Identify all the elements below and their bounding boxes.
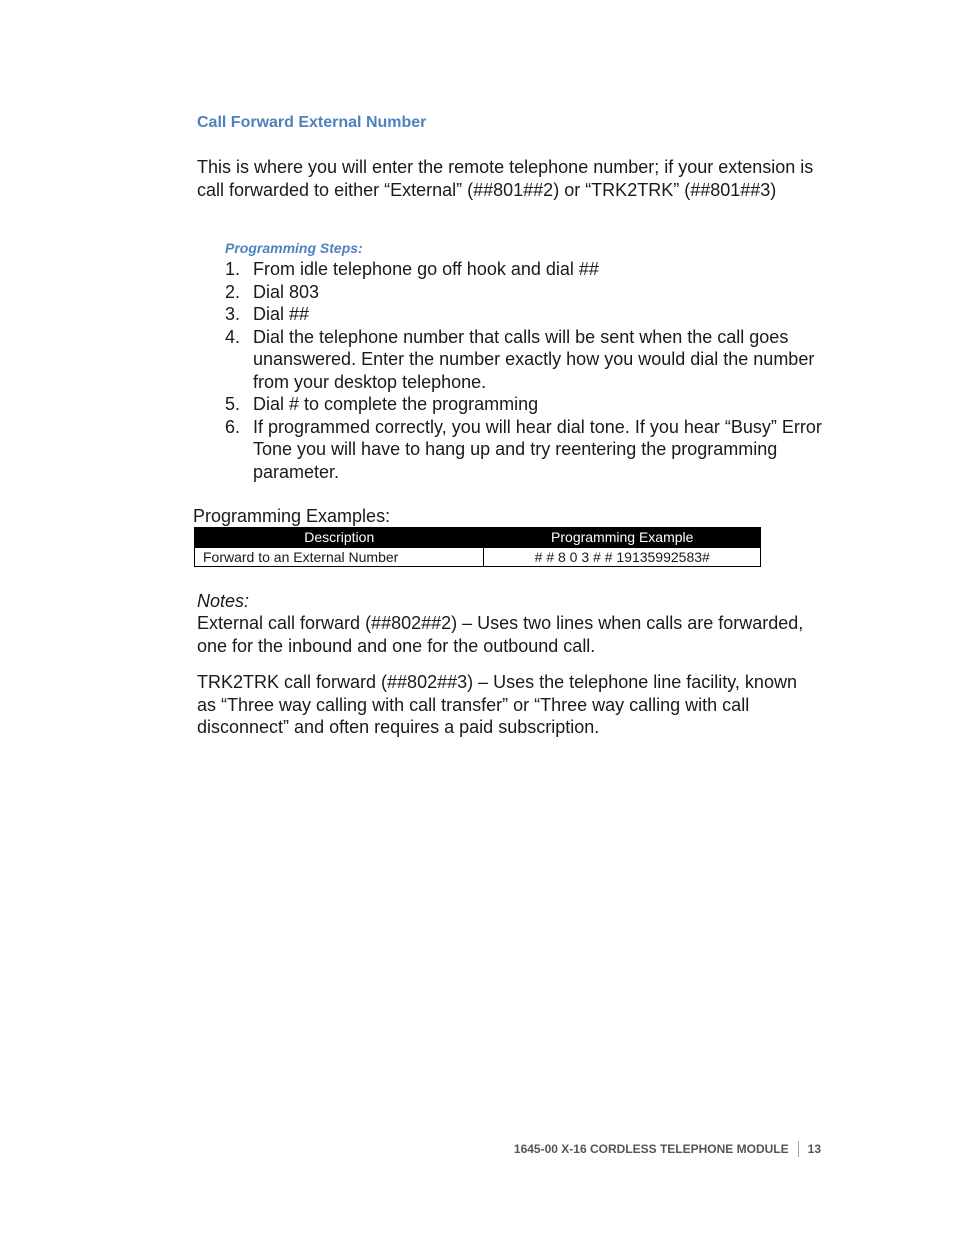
list-item	[225, 258, 825, 281]
column-header-description: Description	[195, 528, 484, 548]
column-header-programming-example: Programming Example	[484, 528, 761, 548]
examples-table	[194, 527, 761, 567]
notes-label: Notes:	[197, 591, 250, 611]
note-trk2trk: TRK2TRK call forward (##802##3) – Uses the telephone line facility, known as “Three way calling with call transfer” or “Three way calling with call disconnect” and often requires a paid subscription.	[197, 672, 797, 737]
list-item	[225, 416, 825, 484]
step-number: 3.	[225, 304, 241, 324]
footer-page-number: 13	[807, 1142, 821, 1156]
step-text: If programmed correctly, you will hear dial tone. If you hear “Busy” Error Tone you will have to hang up and try reentering the programming parameter.	[253, 416, 822, 482]
steps-list	[225, 258, 825, 483]
page-footer	[514, 1141, 821, 1157]
step-number: 4.	[225, 326, 241, 347]
step-text: Dial # to complete the programming	[253, 394, 539, 414]
steps-label: Programming Steps:	[225, 240, 363, 256]
section-title: Call Forward External Number	[197, 114, 427, 131]
list-item	[225, 303, 825, 326]
list-item	[225, 281, 825, 304]
footer-doc-title: 1645-00 X-16 CORDLESS TELEPHONE MODULE	[513, 1142, 789, 1156]
cell-programming-example: # # 8 0 3 # # 19135992583#	[484, 548, 761, 567]
step-text: Dial the telephone number that calls will be sent when the call goes unanswered. Enter the number exactly how you would dial the number from your desktop telephone.	[253, 326, 815, 392]
step-number: 2.	[225, 281, 241, 302]
intro-paragraph: This is where you will enter the remote telephone number; if your extension is call forwarded to either “External” (##801##2) or “TRK2TRK” (##801##3)	[197, 157, 814, 200]
table-row	[195, 548, 761, 567]
examples-label: Programming Examples:	[193, 506, 391, 526]
step-number: 5.	[225, 394, 241, 414]
table-header-row	[195, 528, 761, 548]
step-text: Dial 803	[253, 281, 320, 302]
footer-divider	[798, 1141, 799, 1157]
cell-description: Forward to an External Number	[195, 548, 484, 567]
step-number: 6.	[225, 416, 241, 437]
step-text: Dial ##	[253, 304, 310, 324]
note-external: External call forward (##802##2) – Uses two lines when calls are forwarded, one for the inbound and one for the outbound call.	[197, 613, 804, 656]
step-text: From idle telephone go off hook and dial ##	[253, 259, 599, 279]
list-item	[225, 393, 825, 416]
list-item	[225, 326, 825, 394]
step-number: 1.	[225, 259, 241, 279]
